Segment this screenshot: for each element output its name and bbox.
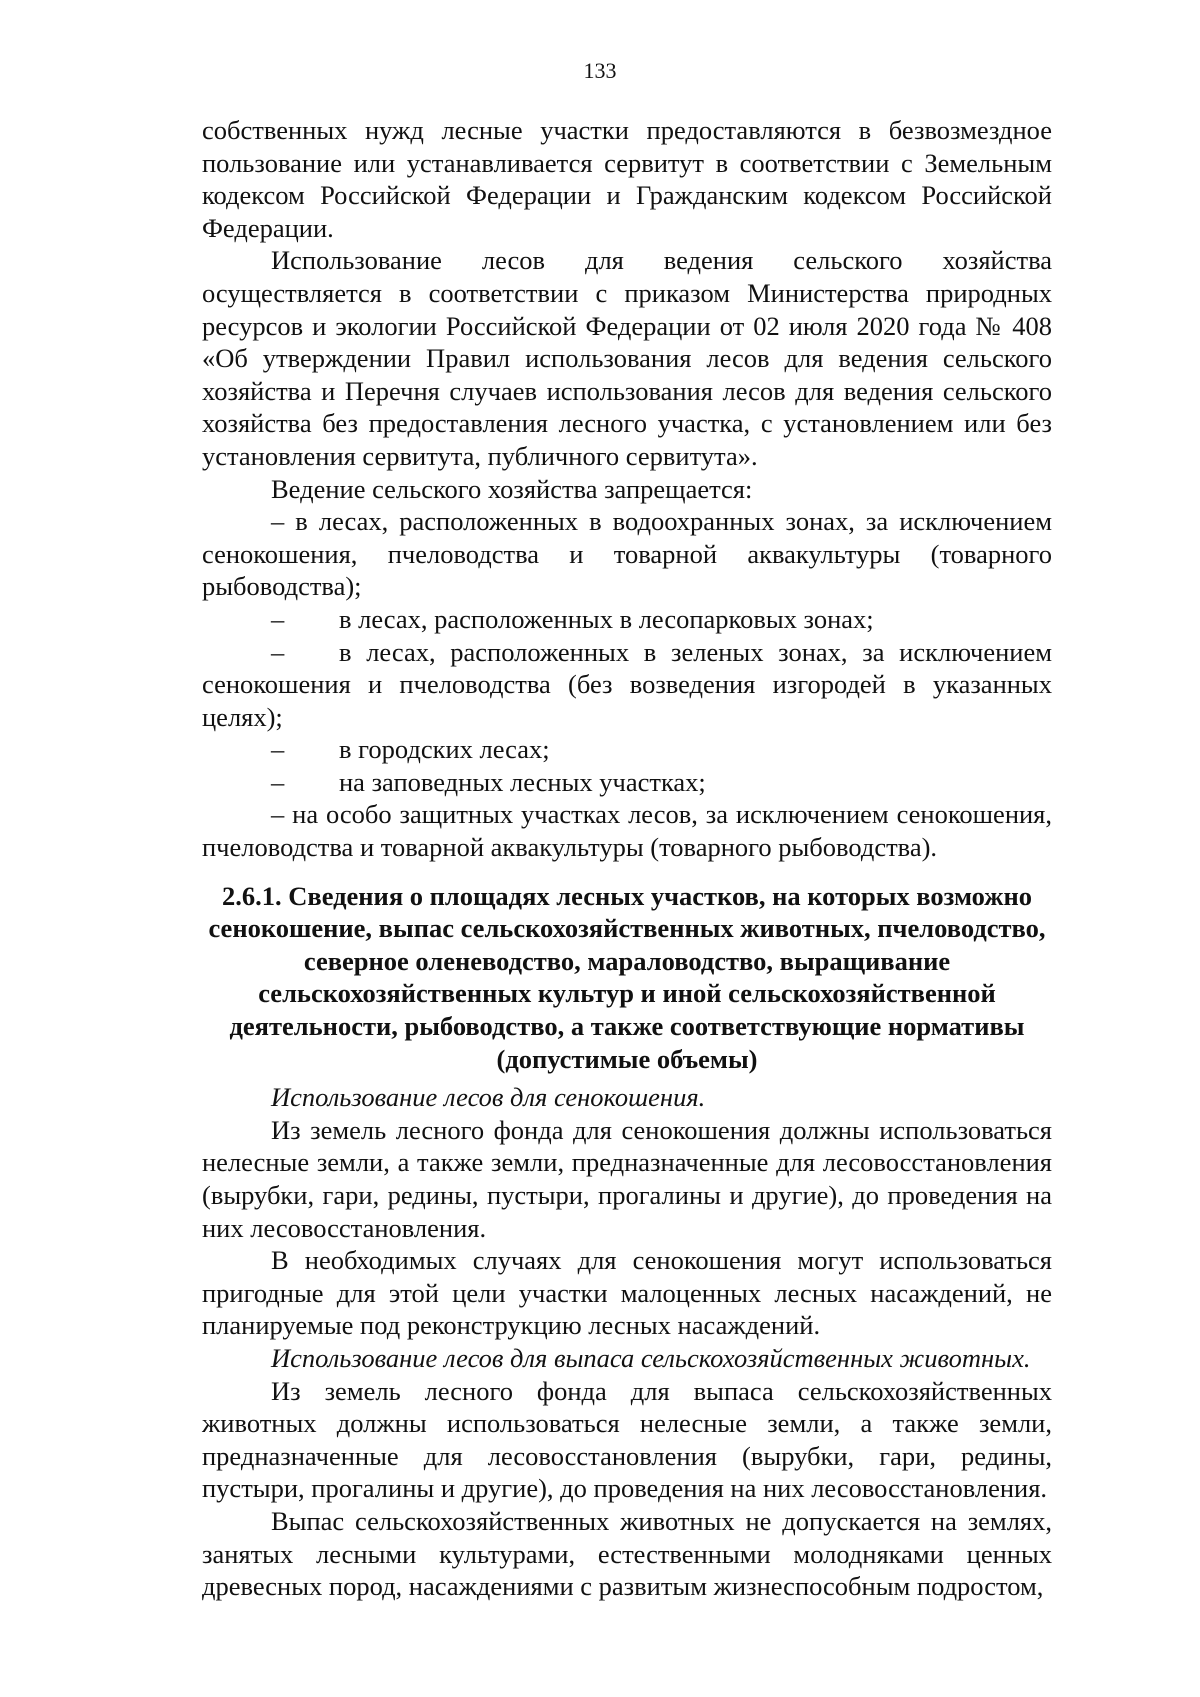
list-item <box>202 798 1052 863</box>
paragraph-haymaking-lands: Из земель лесного фонда для сенокошения должны использоваться нелесные земли, а также земли, предназначенные для лесовосстановления (вырубки, гари, редины, пустыри, прогалины и другие), до проведения на них лесовосстановления. <box>202 1114 1052 1243</box>
subheading-grazing: Использование лесов для выпаса сельскохозяйственных животных. <box>271 1342 1031 1373</box>
paragraph-continuation: собственных нужд лесные участки предоставляются в безвозмездное пользование или устанавливается сервитут в соответствии с Земельным кодексом Российской Федерации и Гражданским кодексом Российской Федерации. <box>202 115 1052 243</box>
list-item-text: в лесах, расположенных в водоохранных зонах, за исключением сенокошения, пчеловодства и товарной аквакультуры (товарного рыбоводства); <box>202 506 1053 602</box>
paragraph-grazing-lands: Из земель лесного фонда для выпаса сельскохозяйственных животных должны использоваться нелесные земли, а также земли, предназначенные для лесовосстановления (вырубки, гари, редины, пустыри, прогалины и другие), до проведения на них лесовосстановления. <box>202 1375 1052 1504</box>
dash-marker: – <box>271 603 285 634</box>
section-heading: 2.6.1. Сведения о площадях лесных участков, на которых возможно сенокошение, выпас сельскохозяйственных животных, пчеловодство, северное оленеводство, мараловодство, выращивание сельскохозяйственных культур и иной сельскохозяйственной деятельности, рыбоводство, а также соответствующие нормативы (допустимые объемы) <box>208 880 1046 1074</box>
list-item <box>202 505 1052 603</box>
dash-marker: – <box>271 799 285 830</box>
list-item-text: на особо защитных участках лесов, за исключением сенокошения, пчеловодства и товарной аквакультуры (товарного рыбоводства). <box>202 799 1052 863</box>
document-body <box>202 114 1052 1603</box>
dash-marker: – <box>271 734 285 765</box>
list-item-text: на заповедных лесных участках; <box>339 766 706 797</box>
dash-marker: – <box>271 766 285 797</box>
paragraph-grazing-restrictions: Выпас сельскохозяйственных животных не допускается на землях, занятых лесными культурами, естественными молодняками ценных древесных пород, насаждениями с развитым жизнеспособным подростом, <box>202 1505 1052 1602</box>
paragraph-haymaking-cases: В необходимых случаях для сенокошения могут использоваться пригодные для этой цели участки малоценных лесных насаждений, не планируемые под реконструкцию лесных насаждений. <box>202 1245 1052 1341</box>
list-item <box>202 603 1052 636</box>
dash-marker: – <box>271 636 285 667</box>
dash-marker: – <box>271 506 285 537</box>
subheading-haymaking: Использование лесов для сенокошения. <box>271 1082 706 1113</box>
list-item-text: в лесах, расположенных в зеленых зонах, за исключением сенокошения и пчеловодства (без возведения изгородей в указанных целях); <box>202 636 1052 732</box>
paragraph-prohibition-intro: Ведение сельского хозяйства запрещается: <box>271 473 753 504</box>
list-item <box>202 636 1052 734</box>
paragraph-agriculture-order: Использование лесов для ведения сельского хозяйства осуществляется в соответствии с приказом Министерства природных ресурсов и экологии Российской Федерации от 02 июля 2020 года № 408 «Об утверждении Правил использования лесов для ведения сельского хозяйства и Перечня случаев использования лесов для ведения сельского хозяйства без предоставления лесного участка, с установлением или без установления сервитута, публичного сервитута». <box>202 245 1052 471</box>
list-item-text: в городских лесах; <box>339 734 550 765</box>
list-item-text: в лесах, расположенных в лесопарковых зонах; <box>339 603 874 634</box>
page-number: 133 <box>583 58 617 83</box>
list-item <box>202 766 1052 799</box>
list-item <box>202 733 1052 766</box>
